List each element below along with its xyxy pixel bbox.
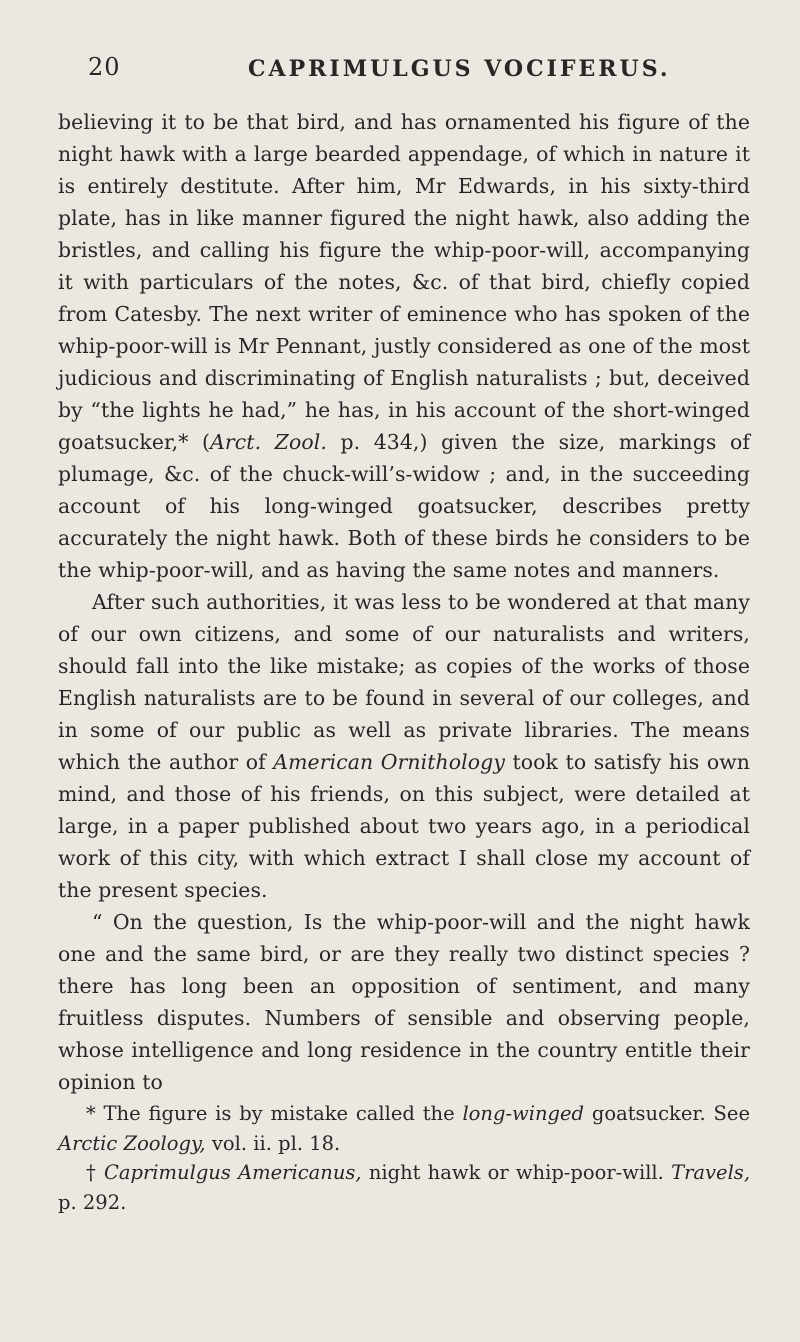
text-run: believing it to be that bird, and has ornamented his figure of the night hawk with a large bearded appendage, of which in nature it is entirely destitute. After him, Mr Edwards, in his sixty-third plate, has in like manner figured the night hawk, also adding the bristles, and calling his figure the whip-poor-will, accompanying it with particulars of the notes, &c. of that bird, chiefly copied from Catesby. The next writer of eminence who has spoken of the whip-poor-will is Mr Pennant, justly considered as one of the most judicious and discriminating of English naturalists ; but, deceived by “the lights he had,” he has, in his account of the short-winged goatsucker,* ( <box>58 110 750 454</box>
italic-text: American Ornithology <box>273 750 505 774</box>
italic-text: Arctic Zoology, <box>58 1131 206 1155</box>
text-run: took to satisfy his own mind, and those of his friends, on this subject, were detailed at large, in a paper published about two years ago, in a periodical work of this city, with which extract I shall close my account of the present species. <box>58 750 750 902</box>
footnote <box>58 1158 750 1217</box>
footnote <box>58 1099 750 1158</box>
paragraph <box>58 586 750 906</box>
body-text <box>58 106 750 1098</box>
text-run: After such authorities, it was less to be wondered at that many of our own citizens, and some of our naturalists and writers, should fall into the like mistake; as copies of the works of those English naturalists are to be found in several of our colleges, and in some of our public as well as private libraries. The means which the author of <box>58 590 750 774</box>
italic-text: Caprimulgus Americanus, <box>103 1161 362 1184</box>
paragraph <box>58 106 750 586</box>
text-run: “ On the question, Is the whip-poor-will and the night hawk one and the same bird, or are they really two distinct species ? there has long been an opposition of sentiment, and many fruitless disputes. Numbers of sensible and observing people, whose intelligence and long residence in the country entitle their opinion to <box>58 910 750 1094</box>
text-run: p. 292. <box>58 1190 127 1214</box>
text-run: night hawk or whip-poor-will. <box>361 1161 672 1184</box>
text-run: p. 434,) given the size, markings of plumage, &c. of the chuck-will’s-widow ; and, in the succeeding account of his long-winged goatsucker, describes pretty accurately the night hawk. Both of these birds he considers to be the whip-poor-will, and as having the same notes and manners. <box>58 430 751 582</box>
text-run: * The figure is by mistake called the <box>86 1102 463 1125</box>
footnotes <box>58 1099 750 1217</box>
italic-text: Arct. Zool. <box>210 430 327 454</box>
text-run: † <box>86 1161 104 1184</box>
text-run: vol. ii. pl. 18. <box>205 1131 341 1155</box>
page-number: 20 <box>88 53 121 81</box>
italic-text: Travels, <box>671 1161 751 1184</box>
running-title: CAPRIMULGUS VOCIFERUS. <box>248 56 671 82</box>
text-run: goatsucker. See <box>584 1102 750 1125</box>
italic-text: long-winged <box>462 1102 585 1125</box>
paragraph <box>58 906 750 1098</box>
